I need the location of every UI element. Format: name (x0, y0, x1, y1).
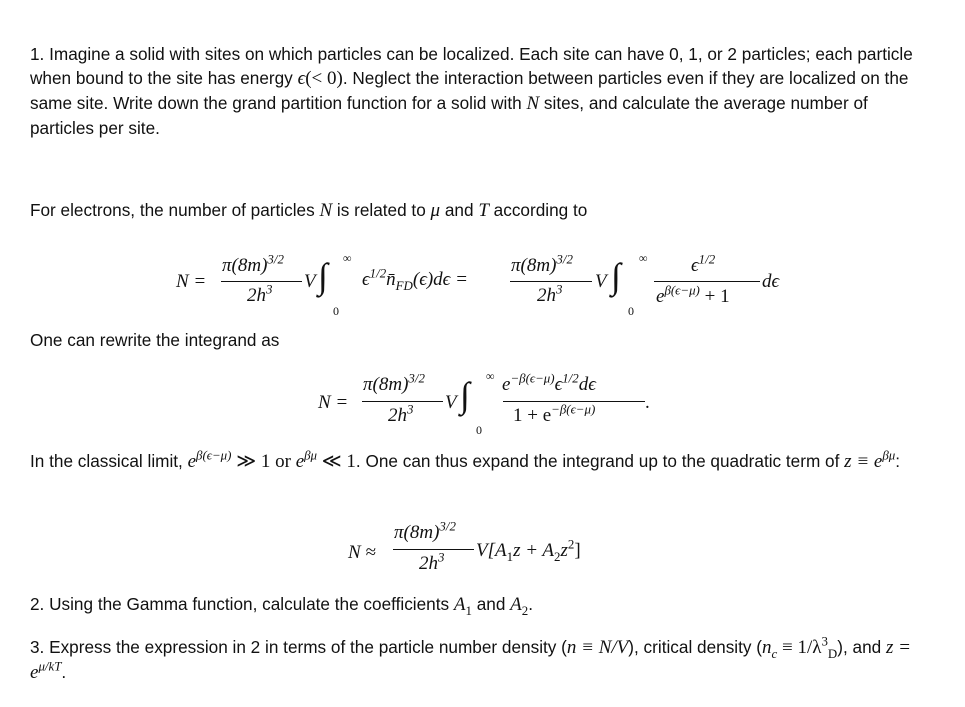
eq1-coef2-denominator: $2h^3$ (537, 281, 563, 306)
intro-text: For electrons, the number of particles (30, 200, 320, 220)
eq1-volume-2: V (595, 271, 607, 292)
classical-limit-paragraph (30, 449, 935, 474)
eq1-frac2-denominator: $e^{\beta(\epsilon-\mu)} + 1$ (656, 282, 730, 307)
classical-text-b: . One can thus expand the integrand up to the quadratic term of (355, 451, 845, 471)
eq3-coef-denominator: $2h^3$ (419, 549, 445, 574)
z-fugacity-definition: $z = e^{\mu/kT}$ (30, 637, 911, 683)
eq2-volume: V (445, 392, 457, 413)
problem-2-paragraph (30, 592, 935, 617)
eq2-lower-limit: 0 (476, 423, 482, 437)
classical-relation-2: ≪ 1 (317, 451, 356, 472)
eq3-rhs: $V[A_1z + A_2z^2]$ (476, 536, 581, 564)
eq2-upper-limit: ∞ (486, 369, 495, 383)
energy-symbol: ϵ (297, 68, 306, 89)
problem-1-text-c: sites, and calculate the average number of particles per site. (30, 93, 868, 138)
n-symbol: N (319, 200, 333, 221)
eq2-period: . (645, 392, 650, 413)
eq3-lhs: N ≈ (348, 542, 376, 563)
eq1-lower-limit-2: 0 (628, 304, 634, 318)
eq1-volume: V (304, 271, 316, 292)
classical-relation-1: ≫ 1 or (231, 451, 296, 472)
eq1-lhs: N = (176, 271, 207, 292)
rewrite-intro: One can rewrite the integrand as (30, 330, 280, 350)
eq1-lower-limit: 0 (333, 304, 339, 318)
eq2-coef-bar (362, 401, 443, 402)
problem-1-text-b: . Neglect the interaction between particles even if they are localized on the same site. Write down the grand partition function for a solid with (30, 68, 909, 113)
mu-symbol: μ (430, 200, 441, 221)
eq3-coef-numerator: $\pi(8m)^{3/2}$ (394, 518, 456, 543)
intro-text-b: is related to (332, 200, 431, 220)
eq1-integral-sign: ∫ (318, 256, 328, 296)
eq1-upper-limit-2: ∞ (639, 251, 648, 265)
problem-3-text-b: ), critical density ( (628, 637, 762, 657)
eq1-integrand: $\epsilon^{1/2}n̄_{FD}(\epsilon)d\epsilon$ = (362, 265, 468, 293)
classical-colon: : (895, 451, 901, 471)
coefficient-a2: $A_2$ (510, 594, 529, 618)
eq1-frac2-numerator: $\epsilon^{1/2}$ (691, 251, 716, 276)
problem-3-period: . (61, 662, 67, 682)
eq2-coef-denominator: $2h^3$ (388, 401, 414, 426)
eq2-integral-sign: ∫ (460, 375, 470, 415)
eq1-coef-denominator: $2h^3$ (247, 281, 273, 306)
classical-condition-1: $e^{\beta(\epsilon-\mu)}$ (187, 447, 232, 472)
eq1-coef-numerator: $\pi(8m)^{3/2}$ (222, 251, 284, 276)
problem-1-number: 1. (30, 44, 45, 64)
intro-text-d: according to (488, 200, 588, 220)
coefficient-a1: $A_1$ (453, 594, 472, 618)
eq3-coef-bar (393, 549, 474, 550)
critical-density-definition: $n_c \equiv 1/\lambda^3_D$ (762, 633, 838, 661)
eq1-coef-bar (221, 281, 302, 282)
problem-2-text: 2. Using the Gamma function, calculate the coefficients (30, 594, 454, 614)
number-density-definition: n ≡ N/V (566, 637, 629, 658)
eq1-coef2-bar (510, 281, 592, 282)
energy-condition: (< 0) (305, 68, 343, 89)
problem-3-text-c: ), and (837, 637, 886, 657)
eq2-numerator: $e^{-\beta(\epsilon-\mu)}\epsilon^{1/2}d\epsilon$ (502, 370, 596, 395)
problem-3-paragraph (30, 635, 935, 685)
t-symbol: T (478, 200, 489, 221)
eq1-integral-sign-2: ∫ (611, 256, 621, 296)
eq2-denominator: $1 + e^{-\beta(\epsilon-\mu)}$ (513, 401, 596, 426)
problem-2-and: and (471, 594, 511, 614)
problem-1-text: Imagine a solid with sites on which particles can be localized. Each site can have 0, 1, or 2 particles; each particle when bound to the site has energy (30, 44, 913, 88)
classical-condition-2: $e^{\beta\mu}$ (295, 447, 318, 472)
eq1-differential: dϵ (762, 271, 780, 292)
problem-2-period: . (528, 594, 534, 614)
intro-text-c: and (440, 200, 479, 220)
eq2-coef-numerator: $\pi(8m)^{3/2}$ (363, 370, 425, 395)
eq2-lhs: N = (318, 392, 349, 413)
sites-symbol: N (526, 93, 540, 114)
eq1-coef2-numerator: $\pi(8m)^{3/2}$ (511, 251, 573, 276)
classical-text: In the classical limit, (30, 451, 188, 471)
z-definition: $z \equiv e^{\beta\mu}$ (844, 447, 896, 472)
problem-3-text: 3. Express the expression in 2 in terms of the particle number density ( (30, 637, 567, 657)
eq1-upper-limit: ∞ (343, 251, 352, 265)
